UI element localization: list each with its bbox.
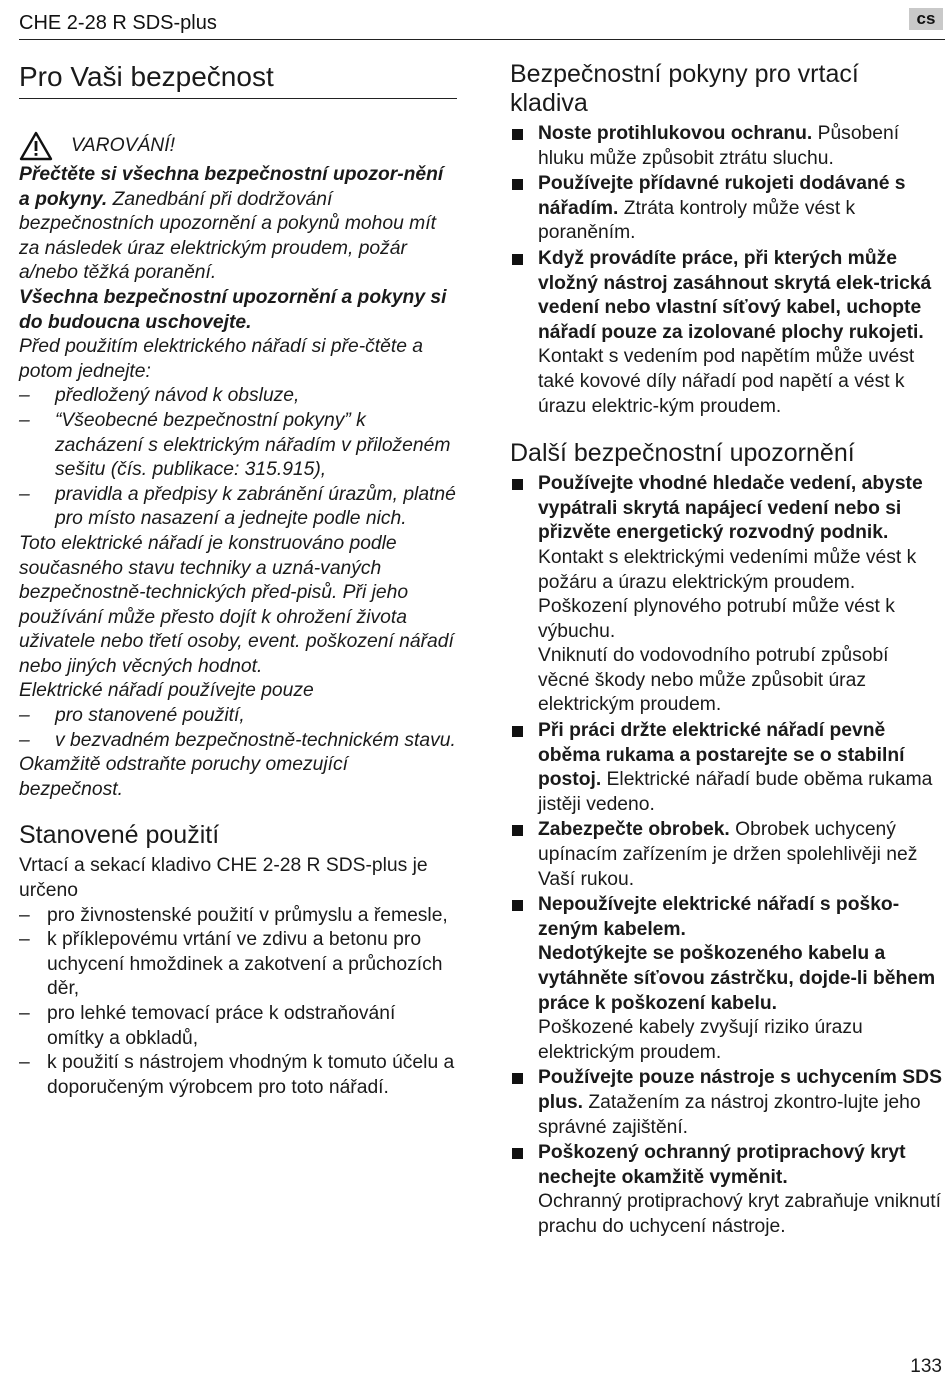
list-item: – pravidla a předpisy k zabránění úrazům, platné pro místo nasazení a jednejte podle nich.: [19, 483, 456, 530]
list-item: – pro lehké temovací práce k odstraňování omítky a obkladů,: [19, 1003, 396, 1049]
right-column: [510, 60, 942, 1241]
page-header: [19, 8, 945, 40]
intended-use-intro: Vrtací a sekací kladivo CHE 2-28 R SDS-plus je určeno: [19, 855, 428, 902]
warning-bold-1: Přečtěte si všechna bezpečnostní upozor-nění a pokyny.: [19, 164, 444, 210]
list-item: Při práci držte elektrické nářadí pevně oběma rukama a postarejte se o stabilní postoj. Elektrické nářadí bude oběma rukama jistěji vedeno.: [510, 719, 942, 817]
remove-faults-text: Okamžitě odstraňte poruchy omezující bezpečnost.: [19, 754, 348, 800]
use-only-list: [19, 704, 457, 753]
bullet-square-icon: [512, 179, 523, 190]
further-safety-heading: Další bezpečnostní upozornění: [510, 439, 855, 468]
list-item: Zabezpečte obrobek. Obrobek uchycený upínacím zařízením je držen spolehlivěji než Vaší rukou.: [510, 818, 942, 892]
bullet-square-icon: [512, 1148, 523, 1159]
list-item: – “Všeobecné bezpečnostní pokyny” k zacházení s elektrickým nářadím v přiloženém sešitu (čís. publikace: 315.915),: [19, 409, 451, 481]
intended-use-heading: Stanovené použití: [19, 821, 220, 850]
list-item: – pro stanovené použití,: [19, 705, 245, 727]
hammer-safety-list: [510, 122, 942, 419]
further-safety-list: [510, 472, 942, 1239]
list-item: Používejte vhodné hledače vedení, abyste vypátrali skrytá napájecí vedení nebo si přizvěte energetický rozvodný podnik. Kontakt s elektrickými vedeními může vést k požáru a úrazu elektrickým proudem. Poškození plynového potrubí může vést k výbuchu. Vniknutí do vodovodního potrubí způsobí věcné škody nebo může způsobit úraz elektrickým proudem.: [510, 472, 942, 718]
list-item: – pro živnostenské použití v průmyslu a řemesle,: [19, 904, 448, 926]
warning-triangle-icon: [19, 131, 53, 161]
warning-bold-2: Všechna bezpečnostní upozornění a pokyny si do budoucna uschovejte.: [19, 286, 447, 333]
use-only-text: Elektrické nářadí používejte pouze: [19, 680, 314, 702]
list-item: Poškozený ochranný protiprachový kryt nechejte okamžitě vyměnit. Ochranný protiprachový kryt zabraňuje vniknutí prachu do uchycení nástroje.: [510, 1141, 942, 1239]
list-item: Používejte pouze nástroje s uchycením SDS plus. Zatažením za nástroj zkontro-lujte jeho správné zajištění.: [510, 1066, 942, 1140]
before-use-list: [19, 384, 457, 532]
page-number: 133: [910, 1356, 942, 1377]
bullet-square-icon: [512, 254, 523, 265]
bullet-square-icon: [512, 479, 523, 490]
warning-title: VAROVÁNÍ!: [71, 134, 175, 156]
safety-heading: Pro Vaši bezpečnost: [19, 60, 457, 99]
warning-paragraph: [19, 163, 457, 286]
header-title: CHE 2-28 R SDS-plus: [19, 12, 217, 34]
bullet-square-icon: [512, 900, 523, 911]
list-item: – k použití s nástrojem vhodným k tomuto účelu a doporučeným výrobcem pro toto nářadí.: [19, 1052, 455, 1098]
list-item: Nepoužívejte elektrické nářadí s poško-zeným kabelem. Nedotýkejte se poškozeného kabelu a vytáhněte síťovou zástrčku, dojde-li během práce k poškození kabelu. Poškozené kabely zvyšují riziko úrazu elektrickým proudem.: [510, 893, 942, 1065]
list-item: – předložený návod k obsluze,: [19, 385, 300, 407]
before-use-text: Před použitím elektrického nářadí si pře-čtěte a potom jednejte:: [19, 336, 424, 382]
left-column: [19, 60, 457, 1100]
bullet-square-icon: [512, 129, 523, 140]
warning-text-1: Zanedbání při dodržování bezpečnostních upozornění a pokynů mohou mít za následek úraz elektrickým proudem, požár a/nebo těžká poranění.: [19, 188, 436, 284]
bullet-square-icon: [512, 825, 523, 836]
bullet-square-icon: [512, 1073, 523, 1084]
bullet-square-icon: [512, 726, 523, 737]
list-item: Noste protihlukovou ochranu. Působení hluku může způsobit ztrátu sluchu.: [510, 122, 942, 171]
list-item: Když provádíte práce, při kterých může vložný nástroj zasáhnout skrytá elek-trická vedení nebo vlastní síťový kabel, uchopte nářadí pouze za izolované plochy rukojeti. Kontakt s vedením pod napětím může uvést také kovové díly nářadí pod napětí a vést k úrazu elektric-kým proudem.: [510, 247, 942, 419]
intended-use-list: [19, 904, 457, 1101]
list-item: – k příklepovému vrtání ve zdivu a betonu pro uchycení hmoždinek a zakotvení a průchozích děr,: [19, 929, 443, 1000]
list-item: – v bezvadném bezpečnostně-technickém stavu.: [19, 729, 456, 751]
list-item: Používejte přídavné rukojeti dodávané s nářadím. Ztráta kontroly může vést k poraněním.: [510, 172, 942, 246]
language-badge: cs: [909, 8, 943, 30]
warning-row: [19, 131, 457, 161]
hammer-safety-heading: Bezpečnostní pokyny pro vrtací kladiva: [510, 60, 859, 117]
construction-text: Toto elektrické nářadí je konstruováno podle současného stavu techniky a uzná-vaných bezpečnostně-technických před-pisů. Při jeho používání může přesto dojít k ohrožení života uživatele nebo třetí osoby, event. poškození nářadí nebo jiných věcných hodnot.: [19, 532, 454, 677]
